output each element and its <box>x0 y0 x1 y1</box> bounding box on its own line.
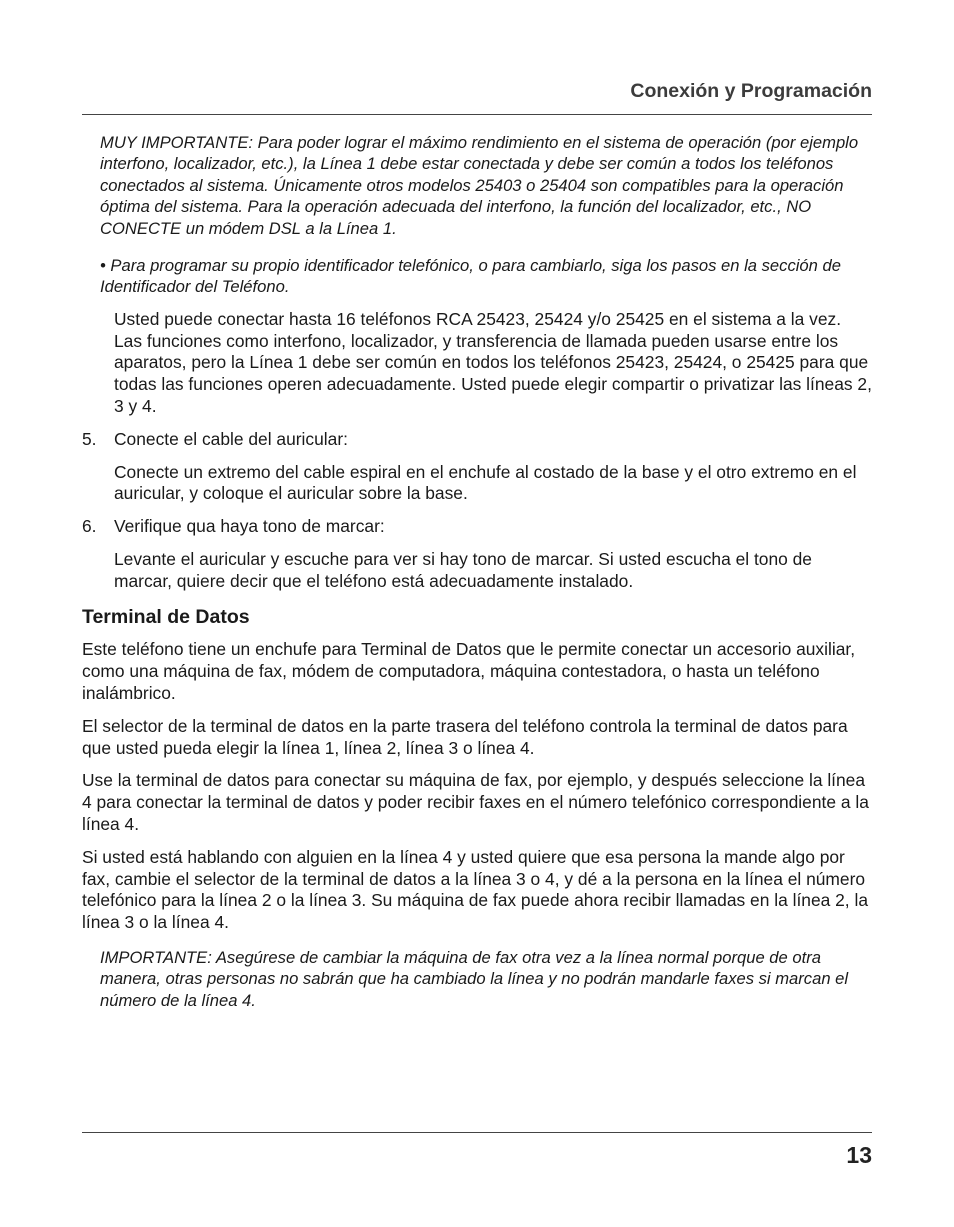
important-note: MUY IMPORTANTE: Para poder lograr el máximo rendimiento en el sistema de operación (por ejemplo interfono, localizador, etc.), la Línea 1 debe estar conectada y debe ser común a todos los teléfonos conectados al sistema. Únicamente otros modelos 25403 o 25404 son compatibles para la operación óptima del sistema. Para la operación adecuada del interfono, la función del localizador, etc., NO CONECTE un módem DSL a la Línea 1. <box>100 133 859 238</box>
step-title: Conecte el cable del auricular: <box>114 428 348 449</box>
section-paragraph: El selector de la terminal de datos en la parte trasera del teléfono controla la terminal de datos para que usted pueda elegir la línea 1, línea 2, línea 3 o línea 4. <box>82 715 848 758</box>
page-number: 13 <box>846 1142 872 1168</box>
page-content <box>82 132 872 1011</box>
section-paragraph: Este teléfono tiene un enchufe para Terminal de Datos que le permite conectar un accesorio auxiliar, como una máquina de fax, módem de computadora, máquina contestadora, o hasta un teléfono inalámbrico. <box>82 639 856 703</box>
step-number: 6. <box>82 516 97 537</box>
header-divider <box>82 114 872 115</box>
section-heading: Terminal de Datos <box>82 605 250 628</box>
step-6 <box>82 516 872 538</box>
section-paragraph: Use la terminal de datos para conectar su máquina de fax, por ejemplo, y después seleccione la línea 4 para conectar la terminal de datos y poder recibir faxes en el número telefónico correspondiente a la línea 4. <box>82 770 869 834</box>
step-body: Levante el auricular y escuche para ver si hay tono de marcar. Si usted escucha el tono de marcar, quiere decir que el teléfono está adecuadamente instalado. <box>114 549 812 591</box>
intro-paragraph: Usted puede conectar hasta 16 teléfonos RCA 25423, 25424 y/o 25425 en el sistema a la vez. Las funciones como interfono, localizador, y transferencia de llamada pueden usarse entre los aparatos, pero la Línea 1 debe ser común en todos los teléfonos 25423, 25424, o 25425 para que todas las funciones operen adecuadamente. Usted puede elegir compartir o privatizar las líneas 2, 3 y 4. <box>114 308 872 417</box>
bullet-note: • Para programar su propio identificador telefónico, o para cambiarlo, siga los pasos en la sección de Identificador del Teléfono. <box>100 256 841 297</box>
step-5 <box>82 429 872 451</box>
step-body: Conecte un extremo del cable espiral en el enchufe al costado de la base y el otro extremo en el auricular, y coloque el auricular sobre la base. <box>114 461 857 504</box>
step-number: 5. <box>82 428 97 449</box>
important-note: IMPORTANTE: Asegúrese de cambiar la máquina de fax otra vez a la línea normal porque de otra manera, otras personas no sabrán que ha cambiado la línea y no podrán mandarle faxes si marcan el número de la línea 4. <box>100 947 849 1010</box>
footer-divider <box>82 1132 872 1133</box>
running-header: Conexión y Programación <box>630 80 872 102</box>
section-paragraph: Si usted está hablando con alguien en la línea 4 y usted quiere que esa persona la mande algo por fax, cambie el selector de la terminal de datos a la línea 3 o 4, y dé a la persona en la línea el número telefónico para la línea 2 o la línea 3. Su máquina de fax puede ahora recibir llamadas en la línea 2, la línea 3 o la línea 4. <box>82 846 868 933</box>
step-title: Verifique qua haya tono de marcar: <box>114 516 385 537</box>
